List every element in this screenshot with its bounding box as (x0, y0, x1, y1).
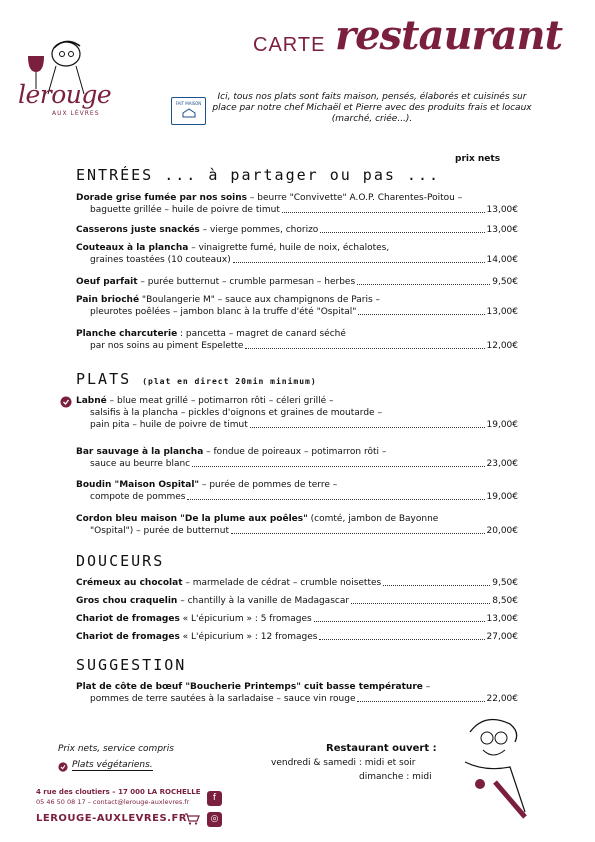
item-name: Bar sauvage à la plancha (76, 447, 204, 457)
intro-text: Ici, tous nos plats sont faits maison, pensés, élaborés et cuisinés sur place par notre chef Michaël et Pierre avec des produits frais et locaux (marché, criée...). (212, 92, 532, 124)
menu-item (76, 276, 518, 288)
item-price: 22,00€ (486, 694, 518, 704)
item-price: 13,00€ (486, 307, 518, 317)
vegetarian-icon (60, 396, 72, 408)
item-desc: – purée butternut – crumble parmesan – herbes (137, 277, 356, 287)
item-desc: compote de pommes (90, 492, 186, 502)
section-title-douceurs: DOUCEURS (76, 552, 165, 570)
contact[interactable]: 05 46 50 08 17 – contact@lerouge-auxlevres.fr (36, 798, 190, 806)
house-icon (182, 108, 196, 118)
menu-item (76, 479, 518, 503)
item-name: Chariot de fromages (76, 614, 180, 624)
item-desc: – beurre "Convivette" A.O.P. Charentes-Poitou – (247, 193, 463, 203)
menu-item (76, 395, 518, 431)
item-desc: « L'épicurium » : 12 fromages (179, 632, 318, 642)
item-price: 13,00€ (486, 205, 518, 215)
item-price: 20,00€ (486, 526, 518, 536)
item-name: Casserons juste snackés (76, 225, 200, 235)
chef-illustration (455, 712, 535, 822)
menu-item (76, 631, 518, 643)
item-name: Gros chou craquelin (76, 596, 178, 606)
item-desc: « L'épicurium » : 5 fromages (179, 614, 312, 624)
logo-wordmark: lerouge (18, 80, 112, 109)
item-desc: "Ospital") – purée de butternut (90, 526, 229, 536)
item-price: 8,50€ (492, 596, 518, 606)
menu-item (76, 446, 518, 470)
item-name: Chariot de fromages (76, 632, 180, 642)
item-price: 12,00€ (486, 341, 518, 351)
item-price: 13,00€ (486, 225, 518, 235)
title-restaurant: restaurant (335, 12, 563, 59)
item-desc: : pancetta – magret de canard séché (177, 329, 346, 339)
opening-hours-line: vendredi & samedi : midi et soir (271, 758, 416, 768)
item-price: 14,00€ (486, 255, 518, 265)
instagram-icon[interactable]: ◎ (207, 812, 222, 827)
section-title-plats-text: PLATS (76, 370, 132, 388)
item-desc: baguette grillée – huile de poivre de timut (90, 205, 280, 215)
item-desc: (comté, jambon de Bayonne (307, 514, 439, 524)
item-desc: salsifis à la plancha – pickles d'oignons et graines de moutarde – (90, 408, 382, 418)
section-title-entrees: ENTRÉES ... à partager ou pas ... (76, 166, 441, 184)
item-price: 19,00€ (486, 420, 518, 430)
vegetarian-icon (58, 762, 68, 772)
item-price: 23,00€ (486, 459, 518, 469)
prix-nets-label: prix nets (455, 154, 501, 164)
section-title-suggestion: SUGGESTION (76, 656, 187, 674)
facebook-icon[interactable]: f (207, 791, 222, 806)
menu-item (76, 513, 518, 537)
item-desc: – fondue de poireaux – potimarron rôti – (203, 447, 387, 457)
item-desc: – chantilly à la vanille de Madagascar (177, 596, 350, 606)
prix-nets-service: Prix nets, service compris (58, 744, 174, 754)
menu-item (76, 294, 518, 318)
item-name: Cordon bleu maison "De la plume aux poêles" (76, 514, 308, 524)
item-name: Pain brioché (76, 295, 140, 305)
item-desc: – purée de pommes de terre – (199, 480, 338, 490)
fait-maison-badge (171, 97, 206, 125)
opening-hours-line: dimanche : midi (359, 772, 432, 782)
item-price: 27,00€ (486, 632, 518, 642)
menu-item (76, 328, 518, 352)
item-price: 13,00€ (486, 614, 518, 624)
item-desc: – vinaigrette fumé, huile de noix, échalotes, (188, 243, 390, 253)
website-link[interactable]: LEROUGE-AUXLEVRES.FR (36, 813, 187, 824)
plats-vegetariens-legend: Plats végétariens. (72, 760, 153, 770)
menu-item (76, 681, 518, 705)
opening-hours-title: Restaurant ouvert : (326, 743, 437, 754)
item-desc: graines toastées (10 couteaux) (90, 255, 231, 265)
menu-item (76, 192, 518, 216)
item-desc: pain pita – huile de poivre de timut (90, 420, 248, 430)
item-desc: – vierge pommes, chorizo (199, 225, 319, 235)
section-title-plats (76, 370, 317, 388)
item-desc: pleurotes poêlées – jambon blanc à la truffe d'été "Ospital" (90, 307, 357, 317)
item-desc: "Boulangerie M" – sauce aux champignons de Paris – (139, 295, 381, 305)
plats-note: (plat en direct 20min minimum) (142, 377, 317, 386)
logo-subtitle: AUX LÈVRES (52, 110, 100, 117)
menu-item (76, 242, 518, 266)
item-desc: pommes de terre sautées à la sarladaise – sauce vin rouge (90, 694, 356, 704)
item-desc: – blue meat grillé – potimarron rôti – céleri grillé – (106, 396, 334, 406)
title-carte: CARTE (253, 34, 326, 56)
badge-text: FAIT MAISON (175, 101, 202, 106)
item-price: 9,50€ (492, 578, 518, 588)
item-price: 19,00€ (486, 492, 518, 502)
item-name: Boudin "Maison Ospital" (76, 480, 200, 490)
item-desc: par nos soins au piment Espelette (90, 341, 244, 351)
item-name: Couteaux à la plancha (76, 243, 189, 253)
item-name: Labné (76, 396, 107, 406)
item-name: Dorade grise fumée par nos soins (76, 193, 248, 203)
item-desc: sauce au beurre blanc (90, 459, 191, 469)
item-name: Plat de côte de bœuf "Boucherie Printemps" cuit basse température (76, 682, 423, 692)
menu-item (76, 613, 518, 625)
menu-item (76, 577, 518, 589)
item-name: Oeuf parfait (76, 277, 138, 287)
item-price: 9,50€ (492, 277, 518, 287)
item-name: Planche charcuterie (76, 329, 178, 339)
menu-item (76, 595, 518, 607)
shopping-cart-icon[interactable] (184, 813, 200, 825)
address: 4 rue des cloutiers – 17 000 LA ROCHELLE (36, 788, 201, 796)
item-desc: – (422, 682, 431, 692)
item-name: Crémeux au chocolat (76, 578, 183, 588)
menu-item (76, 224, 518, 236)
item-desc: – marmelade de cédrat – crumble noisettes (182, 578, 382, 588)
